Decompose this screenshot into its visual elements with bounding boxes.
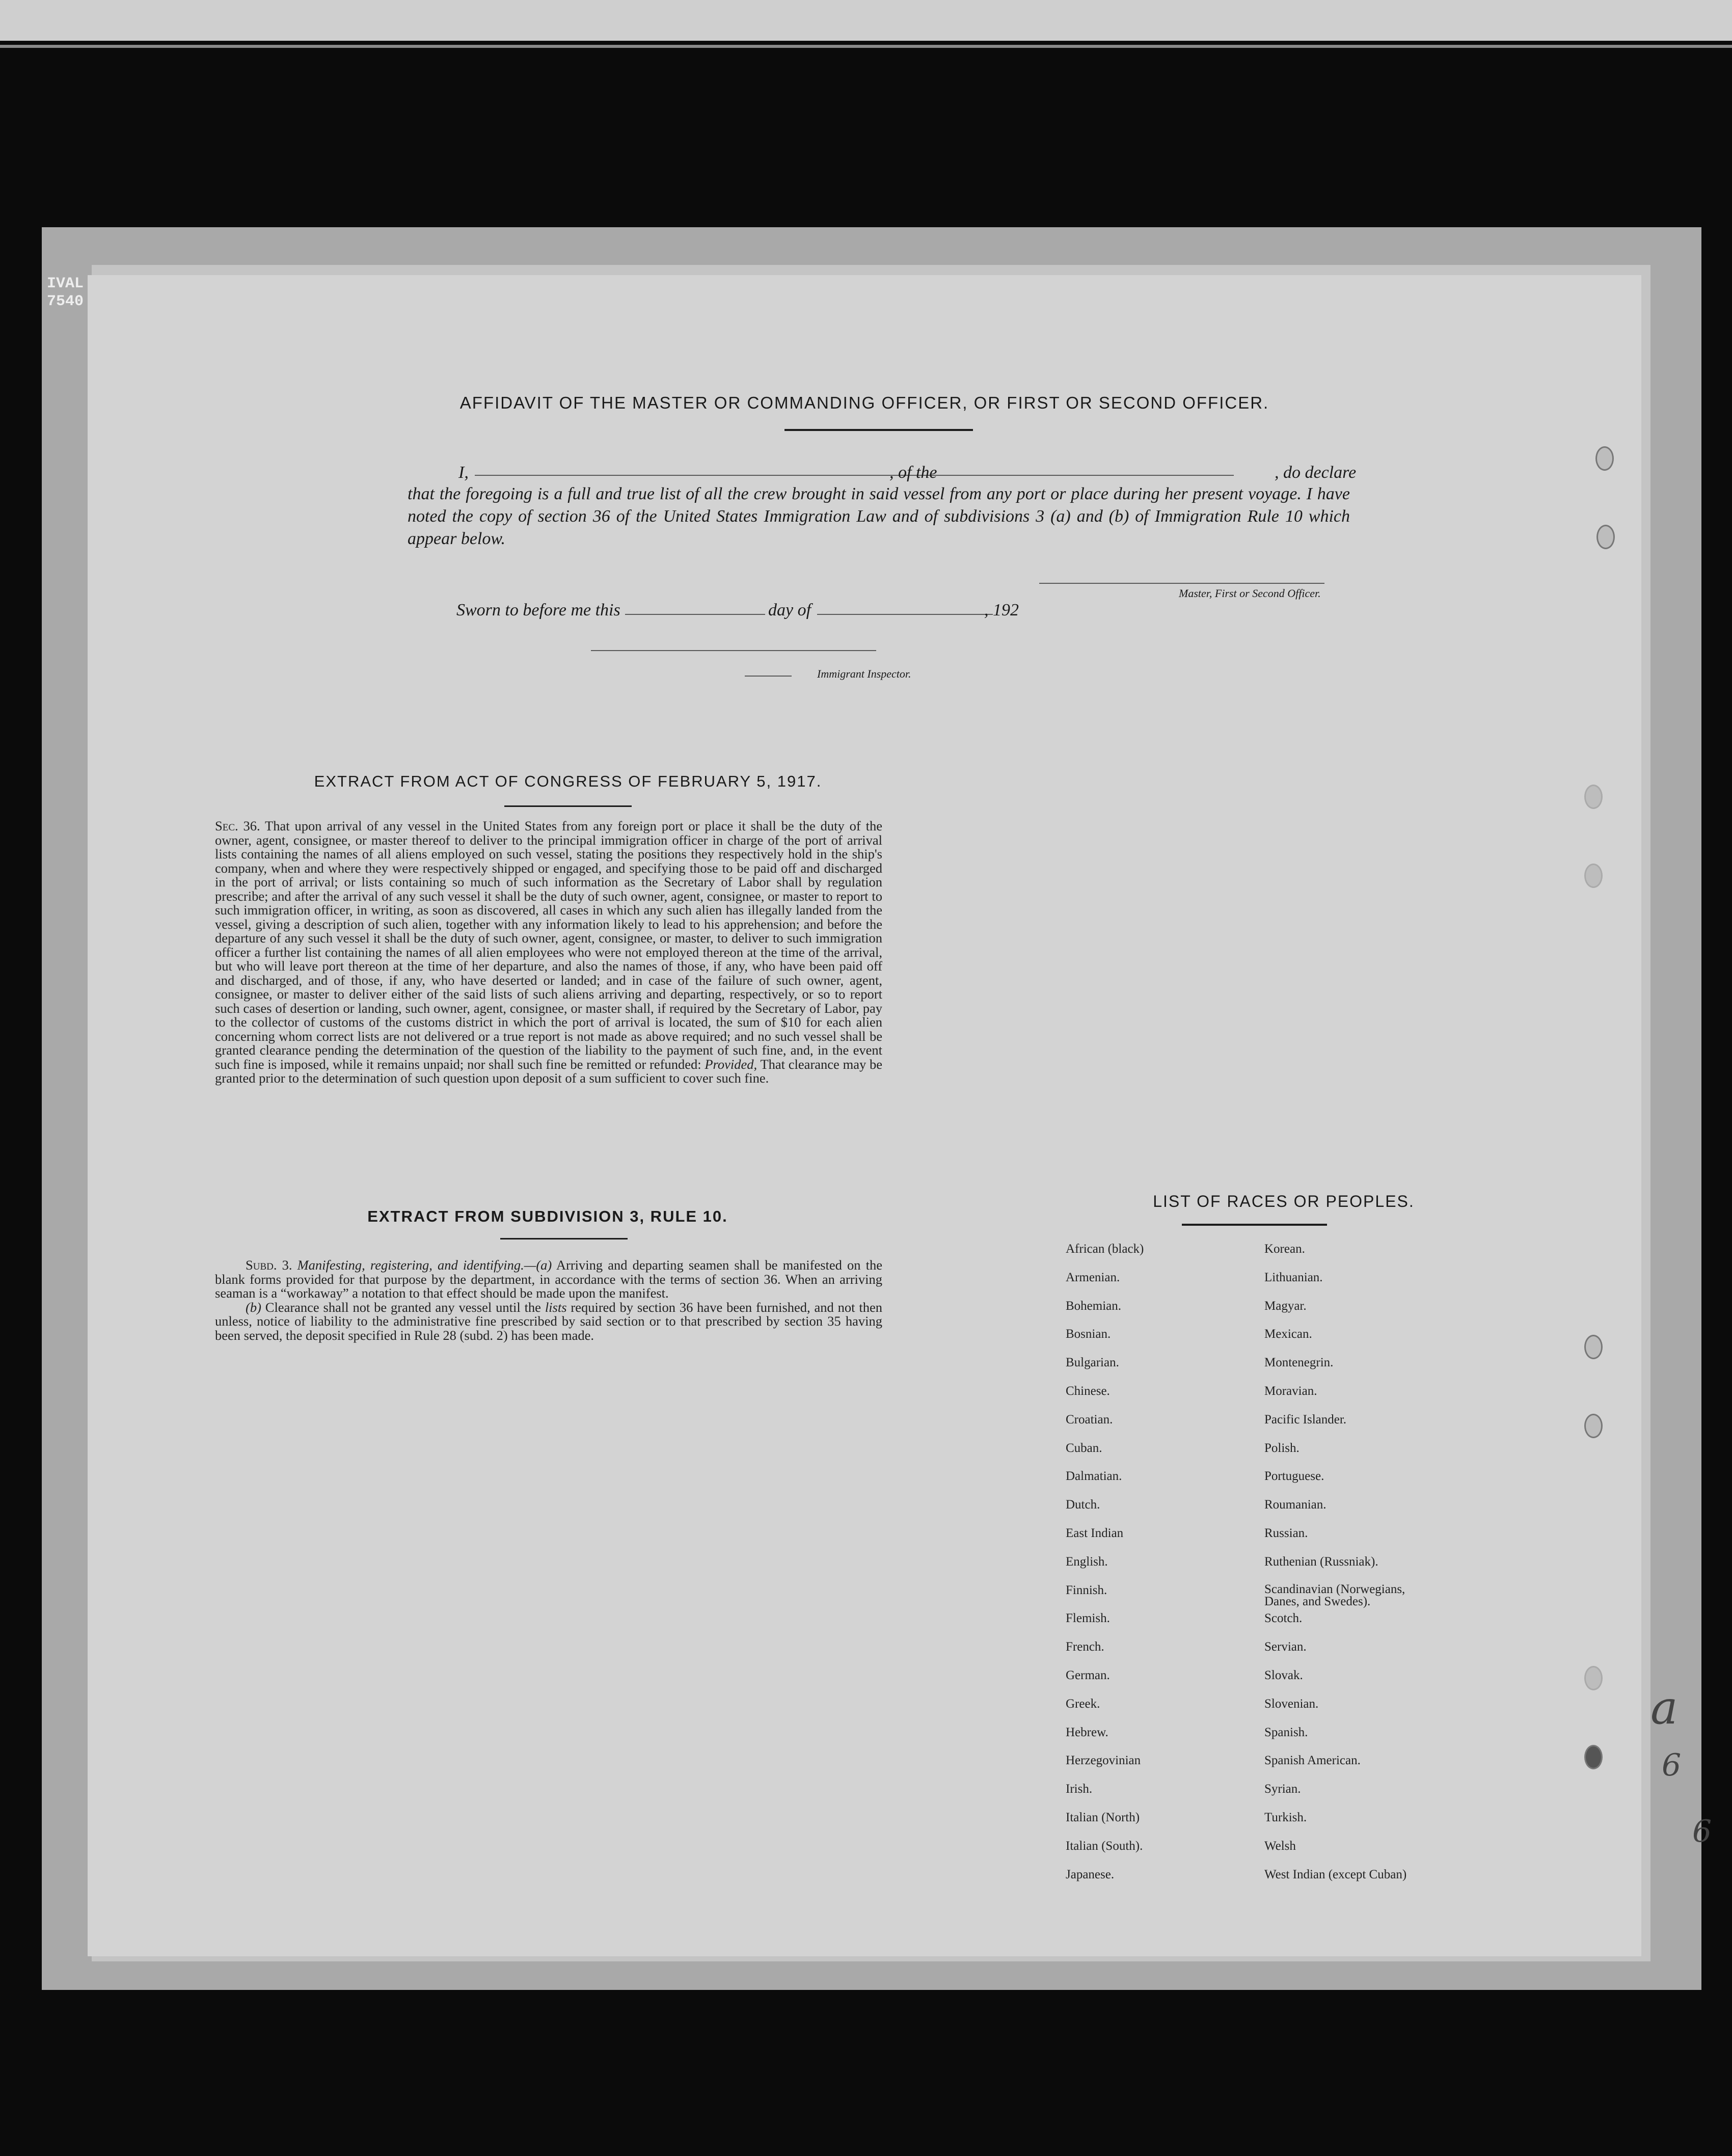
subdivision-3b [215,1301,882,1343]
race-item: Turkish. [1264,1811,1307,1824]
race-item: English. [1066,1554,1108,1569]
race-item: Portuguese. [1264,1469,1324,1484]
inspector-signature-line [591,650,876,651]
race-item: West Indian (except Cuban) [1264,1867,1407,1881]
race-item: Greek. [1066,1696,1100,1711]
race-item: Bulgarian. [1066,1356,1119,1370]
binder-hole [1584,1414,1603,1438]
race-item: Irish. [1066,1782,1093,1796]
race-item: German. [1066,1668,1110,1682]
race-item: French. [1066,1640,1104,1654]
race-item: Spanish American. [1264,1754,1361,1768]
race-item: Slovenian. [1264,1696,1319,1711]
race-item: Bohemian. [1066,1299,1122,1313]
subd-heading: Manifesting, registering, and identifying.—(a) [292,1257,552,1273]
subdivision-3-text [215,1258,882,1406]
pencil-annotation: 6 [1662,1747,1682,1783]
subd-para-a: Arriving and departing seamen shall be manifested on the blank forms provided for that purpose by the department, in accordance with the terms of section 36. When an arriving seaman is a “workaway” a notation to that effect should be made upon the manifest. [215,1257,883,1301]
race-item: Italian (North) [1066,1811,1140,1824]
subdivision-3a [215,1258,882,1301]
race-item: Finnish. [1066,1583,1107,1597]
race-item: Chinese. [1066,1384,1110,1398]
race-item: Slovak. [1264,1668,1303,1682]
race-item: Japanese. [1066,1867,1115,1881]
binder-hole [1584,1335,1603,1359]
signature-caption: Master, First or Second Officer. [1179,587,1321,600]
rule-title-rule [500,1238,628,1239]
race-item: Korean. [1264,1242,1305,1256]
race-item: Pacific Islander. [1264,1412,1347,1426]
race-item: Hebrew. [1066,1725,1108,1739]
rule-extract-title: EXTRACT FROM SUBDIVISION 3, RULE 10. [367,1207,728,1225]
race-item: Welsh [1264,1839,1296,1853]
race-item: Bosnian. [1066,1327,1111,1341]
subd-para-b-lists: lists [545,1299,567,1315]
affidavit-declare-label: , do declare [1275,463,1357,482]
race-item: Montenegrin. [1264,1356,1334,1370]
race-item: Polish. [1264,1441,1300,1455]
pencil-annotation: 6 [1692,1814,1712,1849]
act-extract-title: EXTRACT FROM ACT OF CONGRESS OF FEBRUARY 5, 1917. [314,772,822,790]
edge-label-1: IVAL [47,275,84,292]
inspector-caption: Immigrant Inspector. [817,667,911,680]
race-item: Herzegovinian [1066,1754,1141,1768]
races-title-rule [1182,1224,1327,1226]
signature-line [1039,583,1324,584]
manifest-page [88,275,1712,1956]
affidavit-title: AFFIDAVIT OF THE MASTER OR COMMANDING OFFICER, OR FIRST OR SECOND OFFICER. [459,393,1269,412]
race-item: Mexican. [1264,1327,1312,1341]
race-item: Roumanian. [1264,1498,1327,1512]
subd-para-b-2: required by section 36 have been furnished, and not then unless, notice of liability to the administrative fine prescribed by said section or to that prescribed by section 35 having been served, the deposit specified in Rule 28 (subd. 2) has been made. [215,1299,882,1343]
act-title-rule [504,805,632,807]
section-36-text [215,819,882,1171]
race-item: Dalmatian. [1066,1469,1122,1484]
race-item: Cuban. [1066,1441,1102,1455]
film-top-line [0,45,1732,48]
section-36-body-1: That upon arrival of any vessel in the United States from any foreign port or place it shall be the duty of the owner, agent, consignee, or master thereof to deliver to the principal immigration officer in charge of the port of arrival lists containing the names of all aliens employed on such vessel, stating the positions they respectively hold in the ship's company, when and where they were respectively shipped or engaged, and specifying those to be paid off and discharged in the port of arrival; or lists containing so much of such information as the Secretary of Labor shall by regulation prescribe; and after the arrival of any such vessel it shall be the duty of such owner, agent, consignee, or master to report to such immigration officer, in writing, as soon as discovered, all cases in which any such alien has illegally landed from the vessel, giving a description of such alien, together with any information likely to lead to his apprehension; and before the departure of any such vessel it shall be the duty of such owner, agent, consignee, or master, to deliver to such immigration officer a further list containing the names of all alien employees who were not employed thereon at the time of the arrival, but who will leave port thereon at the time of her departure, and also the names of those, if any, who have been paid off and discharged, and of those, if any, who have deserted or landed; and in case of the failure of such owner, agent, consignee, or master to deliver either of the said lists of such aliens arriving and departing, respectively, or so to report such cases of desertion or landing, such owner, agent, consignee, or master shall, if required by the Secretary of Labor, pay to the collector of customs of the customs district in which the port of arrival is located, the sum of $10 for each alien concerning whom correct lists are not delivered or a true report is not made as above required; and no such vessel shall be granted clearance pending the determination of the question of the liability to the payment of such fine, and, in the event such fine is imposed, while it remains unpaid; nor shall such fine be remitted or refunded: [215,818,882,1072]
race-item: Armenian. [1066,1270,1120,1284]
section-36-body-2: That clearance may be granted prior to the determination of such question upon deposit of a sum sufficient to cover such fine. [215,1056,882,1086]
binder-hole [1595,446,1614,471]
races-title: LIST OF RACES OR PEOPLES. [1153,1192,1415,1210]
binder-hole [1596,525,1615,549]
race-item: Magyar. [1264,1299,1307,1313]
binder-hole [1584,1666,1603,1690]
edge-label-2: 7540 [47,293,84,310]
film-top-band [0,0,1732,41]
sworn-label: Sworn to before me this [456,601,620,619]
race-item: Spanish. [1264,1725,1308,1739]
race-item: African (black) [1066,1242,1144,1256]
vessel-blank [943,475,1234,476]
race-item: Servian. [1264,1640,1307,1654]
race-item: Syrian. [1264,1782,1301,1796]
affidavit-title-rule [784,429,973,431]
binder-hole [1584,1745,1603,1769]
affidavit-body: that the foregoing is a full and true list of all the crew brought in said vessel from any port or place during her present voyage. I have noted the copy of section 36 of the United States Immigration Law and of subdivisions 3 (a) and (b) of Immigration Rule 10 which appear below. [408,484,1350,548]
race-item: East Indian [1066,1526,1124,1540]
affidavit-of-label: , of the [889,463,937,482]
subd-para-b-1: Clearance shall not be granted any vessel until the [261,1299,545,1315]
race-item: Flemish. [1066,1611,1110,1626]
race-item: Croatian. [1066,1412,1113,1426]
race-item: Scandinavian (Norwegians, Danes, and Swedes). [1264,1582,1405,1608]
subd-b-label: (b) [246,1299,261,1315]
day-of-label: day of [768,601,811,619]
race-item: Ruthenian (Russniak). [1264,1554,1378,1569]
sworn-month-blank [817,614,993,615]
race-item: Scotch. [1264,1611,1303,1626]
binder-hole [1584,864,1603,888]
section-36-provided: Provided, [705,1056,757,1072]
subd-label: Subd. 3. [246,1257,292,1273]
section-36-label: Sec. 36. [215,818,260,833]
race-item: Moravian. [1264,1384,1317,1398]
binder-hole [1584,785,1603,809]
race-item: Lithuanian. [1264,1270,1323,1284]
inspector-short-line [745,676,792,677]
affidavit-i-label: I, [458,463,469,482]
sworn-day-blank [625,614,765,615]
race-item: Italian (South). [1066,1839,1143,1853]
race-item: Russian. [1264,1526,1308,1540]
pencil-annotation: a [1650,1681,1678,1735]
year-label: , 192 [984,601,1019,619]
race-item: Dutch. [1066,1498,1100,1512]
